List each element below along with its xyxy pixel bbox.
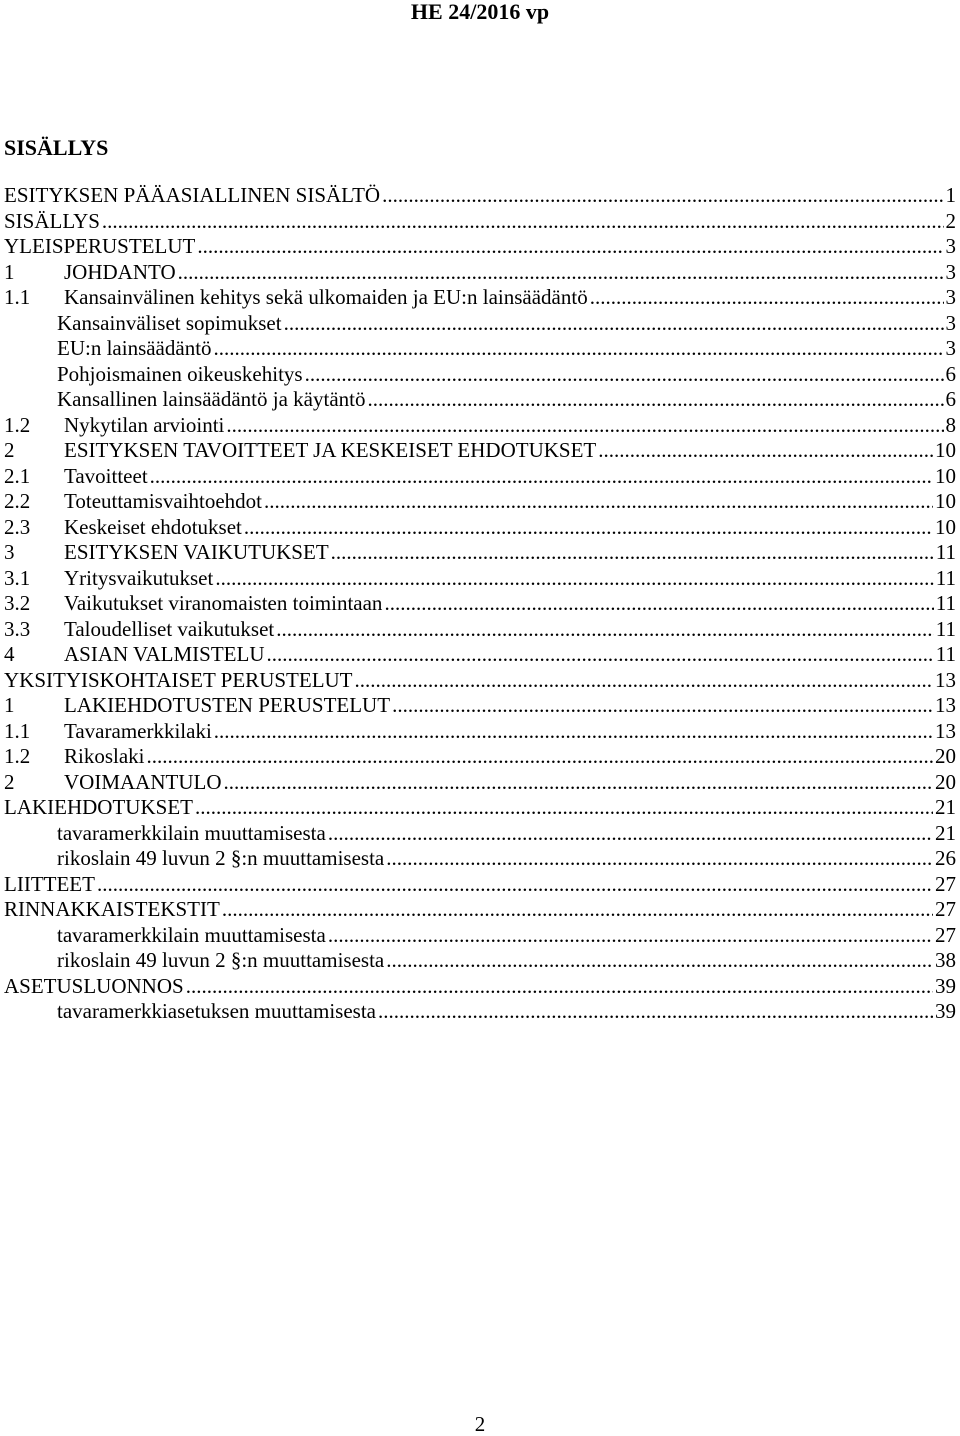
toc-dot-leader xyxy=(266,642,933,668)
toc-dot-leader xyxy=(276,617,934,643)
toc-entry-number: 1 xyxy=(4,693,15,717)
toc-dot-leader xyxy=(328,923,933,949)
toc-entry[interactable] xyxy=(4,311,956,337)
toc-entry-title: ESITYKSEN PÄÄASIALLINEN SISÄLTÖ xyxy=(4,183,381,207)
toc-entry-page: 20 xyxy=(935,769,956,794)
toc-entry[interactable] xyxy=(4,413,956,439)
toc-entry-number: 1 xyxy=(4,259,15,284)
toc-entry-number: 2.2 xyxy=(4,489,31,513)
toc-entry[interactable] xyxy=(4,897,956,923)
toc-entry-title: ESITYKSEN TAVOITTEET JA KESKEISET EHDOTUKSET xyxy=(64,438,597,462)
toc-entry-page: 13 xyxy=(935,667,956,692)
toc-entry-title: Kansallinen lainsäädäntö ja käytäntö xyxy=(57,387,366,411)
toc-entry[interactable] xyxy=(4,209,956,235)
toc-entry-page: 10 xyxy=(935,514,956,539)
toc-entry-title: LAKIEHDOTUKSET xyxy=(4,795,193,819)
toc-entry-number: 3.1 xyxy=(4,565,31,590)
toc-entry-title: Tavoitteet xyxy=(64,463,148,488)
toc-entry-title: YKSITYISKOHTAISET PERUSTELUT xyxy=(4,667,353,692)
toc-dot-leader xyxy=(214,336,944,362)
toc-entry[interactable] xyxy=(4,285,956,311)
toc-entry-page: 3 xyxy=(945,336,956,360)
toc-entry-title: Vaikutukset viranomaisten toimintaan xyxy=(64,591,383,615)
toc-entry-page: 20 xyxy=(935,744,956,768)
toc-dot-leader xyxy=(264,489,933,515)
toc-entry-title: Toteuttamisvaihtoehdot xyxy=(64,489,262,513)
toc-entry-title: RINNAKKAISTEKSTIT xyxy=(4,897,220,921)
toc-entry[interactable] xyxy=(4,183,956,209)
toc-dot-leader xyxy=(147,744,933,770)
toc-entry[interactable] xyxy=(4,617,956,643)
toc-entry[interactable] xyxy=(4,744,956,770)
toc-dot-leader xyxy=(222,897,933,923)
toc-dot-leader xyxy=(226,413,943,439)
toc-entry-title: EU:n lainsäädäntö xyxy=(57,336,212,360)
toc-dot-leader xyxy=(102,209,944,235)
toc-entry-page: 13 xyxy=(935,718,956,743)
toc-entry[interactable] xyxy=(4,642,956,668)
toc-dot-leader xyxy=(305,362,944,388)
toc-entry-page: 8 xyxy=(945,412,956,437)
toc-entry-title: Nykytilan arviointi xyxy=(64,412,225,437)
toc-entry-page: 26 xyxy=(935,846,956,870)
toc-entry-page: 11 xyxy=(935,591,956,615)
toc-entry[interactable] xyxy=(4,923,956,949)
toc-entry[interactable] xyxy=(4,770,956,796)
toc-entry[interactable] xyxy=(4,821,956,847)
toc-entry-page: 21 xyxy=(935,795,956,819)
toc-entry[interactable] xyxy=(4,540,956,566)
toc-entry-page: 11 xyxy=(935,616,956,641)
toc-entry-title: ESITYKSEN VAIKUTUKSET xyxy=(64,540,329,564)
toc-entry-number: 1.2 xyxy=(4,744,31,768)
toc-entry[interactable] xyxy=(4,999,956,1025)
toc-dot-leader xyxy=(386,846,933,872)
toc-entry-title: Rikoslaki xyxy=(64,744,145,768)
toc-entry-page: 11 xyxy=(935,540,956,564)
toc-dot-leader xyxy=(197,234,943,260)
toc-entry[interactable] xyxy=(4,489,956,515)
toc-entry-page: 10 xyxy=(935,438,956,462)
toc-entry[interactable] xyxy=(4,336,956,362)
toc-entry[interactable] xyxy=(4,668,956,694)
toc-entry-title: tavaramerkkilain muuttamisesta xyxy=(57,922,326,947)
toc-entry-number: 3.2 xyxy=(4,591,31,615)
toc-dot-leader xyxy=(598,438,933,464)
toc-dot-leader xyxy=(150,464,933,490)
toc-entry-page: 6 xyxy=(945,361,956,386)
toc-entry[interactable] xyxy=(4,438,956,464)
toc-entry-title: LIITTEET xyxy=(4,871,95,896)
toc-entry-page: 27 xyxy=(935,922,956,947)
toc-dot-leader xyxy=(384,591,933,617)
toc-entry[interactable] xyxy=(4,591,956,617)
toc-entry-page: 39 xyxy=(935,973,956,998)
toc-entry-number: 2.1 xyxy=(4,463,31,488)
toc-dot-leader xyxy=(331,540,934,566)
toc-entry-page: 10 xyxy=(935,489,956,513)
toc-dot-leader xyxy=(328,821,933,847)
document-id-header: HE 24/2016 vp xyxy=(410,0,550,24)
toc-entry[interactable] xyxy=(4,719,956,745)
toc-dot-leader xyxy=(195,795,933,821)
toc-entry-title: tavaramerkkilain muuttamisesta xyxy=(57,820,326,845)
toc-entry[interactable] xyxy=(4,693,956,719)
toc-dot-leader xyxy=(178,260,944,286)
toc-entry[interactable] xyxy=(4,260,956,286)
toc-entry[interactable] xyxy=(4,566,956,592)
toc-entry-page: 2 xyxy=(945,208,956,233)
toc-entry-page: 3 xyxy=(945,310,956,335)
toc-heading: SISÄLLYS xyxy=(4,135,109,160)
toc-entry-page: 3 xyxy=(945,259,956,284)
toc-dot-leader xyxy=(590,285,944,311)
toc-entry-page: 39 xyxy=(935,999,956,1023)
toc-entry-page: 10 xyxy=(935,463,956,488)
toc-entry-number: 1.1 xyxy=(4,285,31,309)
toc-entry-number: 1.2 xyxy=(4,412,31,437)
toc-entry-title: Tavaramerkkilaki xyxy=(64,718,212,743)
toc-entry-page: 3 xyxy=(945,285,956,309)
toc-entry[interactable] xyxy=(4,464,956,490)
toc-dot-leader xyxy=(355,668,933,694)
toc-entry-title: Yritysvaikutukset xyxy=(64,565,214,590)
toc-entry-page: 11 xyxy=(935,642,956,666)
toc-entry-title: VOIMAANTULO xyxy=(64,769,222,794)
toc-entry[interactable] xyxy=(4,948,956,974)
toc-dot-leader xyxy=(382,183,943,209)
toc-entry-page: 21 xyxy=(935,820,956,845)
toc-entry[interactable] xyxy=(4,974,956,1000)
page-number: 2 xyxy=(474,1412,486,1436)
toc-entry-title: Taloudelliset vaikutukset xyxy=(64,616,275,641)
toc-entry-number: 1.1 xyxy=(4,718,31,743)
toc-entry-page: 6 xyxy=(945,387,956,411)
toc-dot-leader xyxy=(223,770,933,796)
toc-entry-number: 2 xyxy=(4,769,15,794)
toc-entry-number: 3.3 xyxy=(4,616,31,641)
toc-entry-title: LAKIEHDOTUSTEN PERUSTELUT xyxy=(64,693,391,717)
toc-entry-title: JOHDANTO xyxy=(64,259,176,284)
toc-entry-page: 1 xyxy=(945,183,956,207)
toc-entry[interactable] xyxy=(4,872,956,898)
toc-entry-title: ASIAN VALMISTELU xyxy=(64,642,265,666)
toc-entry[interactable] xyxy=(4,846,956,872)
toc-entry-title: rikoslain 49 luvun 2 §:n muuttamisesta xyxy=(57,846,385,870)
toc-dot-leader xyxy=(386,948,933,974)
toc-dot-leader xyxy=(378,999,933,1025)
toc-entry-page: 27 xyxy=(935,897,956,921)
toc-dot-leader xyxy=(97,872,933,898)
toc-dot-leader xyxy=(367,387,943,413)
toc-dot-leader xyxy=(392,693,933,719)
toc-dot-leader xyxy=(284,311,944,337)
toc-entry-number: 2.3 xyxy=(4,514,31,539)
toc-entry-page: 11 xyxy=(935,565,956,590)
toc-entry-title: YLEISPERUSTELUT xyxy=(4,234,196,258)
toc-entry[interactable] xyxy=(4,387,956,413)
table-of-contents xyxy=(4,183,956,1025)
toc-entry-title: rikoslain 49 luvun 2 §:n muuttamisesta xyxy=(57,948,385,972)
toc-dot-leader xyxy=(186,974,933,1000)
toc-entry-number: 2 xyxy=(4,438,15,462)
toc-dot-leader xyxy=(214,719,933,745)
toc-dot-leader xyxy=(244,515,933,541)
toc-entry-page: 27 xyxy=(935,871,956,896)
toc-entry[interactable] xyxy=(4,234,956,260)
toc-entry-title: Pohjoismainen oikeuskehitys xyxy=(57,361,303,386)
toc-entry-number: 3 xyxy=(4,540,15,564)
toc-dot-leader xyxy=(215,566,933,592)
toc-entry-title: tavaramerkkiasetuksen muuttamisesta xyxy=(57,999,376,1023)
toc-entry-page: 3 xyxy=(945,234,956,258)
toc-entry-page: 38 xyxy=(935,948,956,972)
toc-entry-title: Keskeiset ehdotukset xyxy=(64,514,242,539)
toc-entry-title: SISÄLLYS xyxy=(4,208,100,233)
toc-entry-number: 4 xyxy=(4,642,15,666)
toc-entry[interactable] xyxy=(4,795,956,821)
toc-entry-title: Kansainväliset sopimukset xyxy=(57,310,282,335)
toc-entry-title: Kansainvälinen kehitys sekä ulkomaiden ja EU:n lainsäädäntö xyxy=(64,285,588,309)
toc-entry-title: ASETUSLUONNOS xyxy=(4,973,184,998)
toc-entry-page: 13 xyxy=(935,693,956,717)
toc-entry[interactable] xyxy=(4,515,956,541)
toc-entry[interactable] xyxy=(4,362,956,388)
